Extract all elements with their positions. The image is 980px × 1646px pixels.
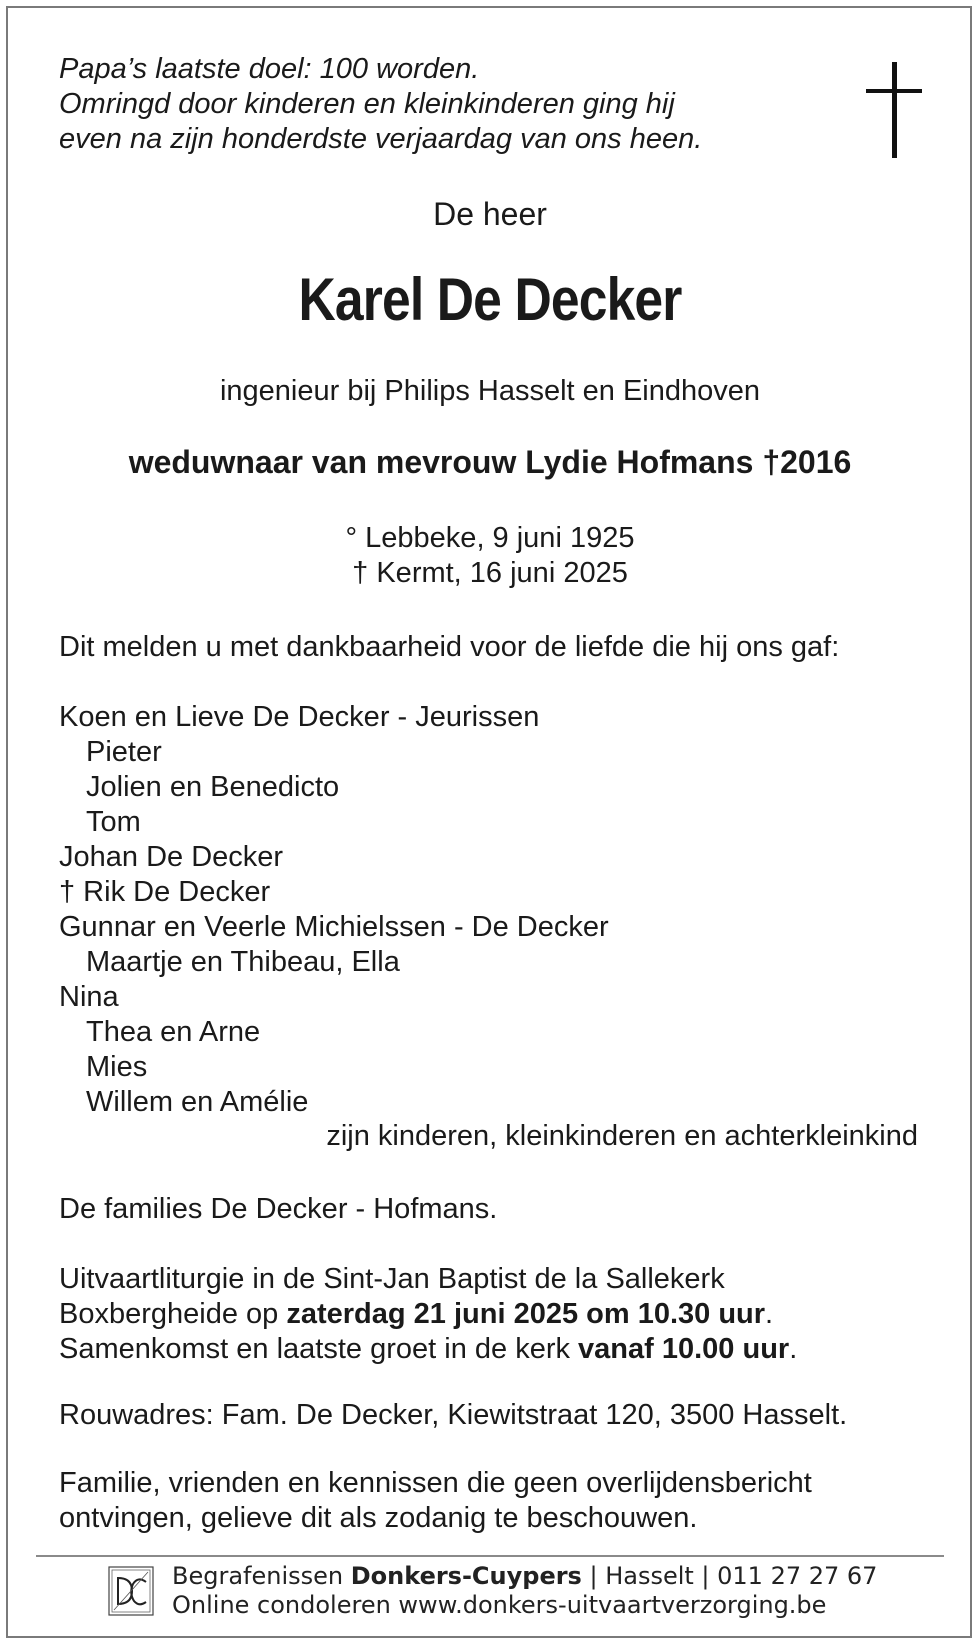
family-member: Koen en Lieve De Decker - Jeurissen	[59, 701, 540, 733]
family-member: Mies	[86, 1051, 148, 1083]
ceremony-text: .	[765, 1298, 774, 1330]
notice-line: ontvingen, gelieve dit als zodanig te beschouwen.	[59, 1502, 698, 1534]
family-closing: zijn kinderen, kleinkinderen en achterkleinkind	[326, 1120, 918, 1152]
intro-line: Dit melden u met dankbaarheid voor de liefde die hij ons gaf:	[59, 631, 840, 663]
ceremony-line-2	[59, 1297, 797, 1332]
family-member: Gunnar en Veerle Michielssen - De Decker	[59, 911, 609, 943]
family-member: Nina	[59, 981, 119, 1013]
ceremony-text: Boxbergheide op	[59, 1298, 287, 1330]
ceremony-line-3	[59, 1332, 797, 1367]
ceremony-text: Samenkomst en laatste groet in de kerk	[59, 1333, 579, 1365]
death-line: † Kermt, 16 juni 2025	[352, 557, 628, 589]
ceremony-text: .	[789, 1333, 798, 1365]
donkers-cuypers-monogram-icon	[108, 1566, 154, 1616]
funeral-home-footer	[172, 1562, 877, 1620]
footer-divider	[36, 1555, 944, 1557]
family-member: Tom	[86, 806, 141, 838]
family-member: Willem en Amélie	[86, 1086, 309, 1118]
family-member: Johan De Decker	[59, 841, 284, 873]
family-member: Pieter	[86, 736, 162, 768]
family-member: † Rik De Decker	[59, 876, 271, 908]
mourning-address: Rouwadres: Fam. De Decker, Kiewitstraat 120, 3500 Hasselt.	[59, 1399, 848, 1431]
occupation: ingenieur bij Philips Hasselt en Eindhoven	[219, 375, 761, 407]
widower-line: weduwnaar van mevrouw Lydie Hofmans †2016	[128, 444, 852, 480]
footer-contact: | Hasselt | 011 27 27 67	[581, 1562, 878, 1590]
footer-line-2: Online condoleren www.donkers-uitvaartverzorging.be	[172, 1591, 827, 1619]
quote-line: even na zijn honderdste verjaardag van ons heen.	[59, 123, 703, 155]
families-line: De families De Decker - Hofmans.	[59, 1193, 498, 1225]
opening-quote	[59, 52, 702, 157]
quote-line: Papa’s laatste doel: 100 worden.	[59, 53, 480, 85]
title-prefix: De heer	[433, 196, 547, 232]
footer-text: Begrafenissen	[172, 1562, 351, 1590]
family-member: Maartje en Thibeau, Ella	[86, 946, 400, 978]
family-list	[59, 700, 609, 1120]
gathering-time: vanaf 10.00 uur	[578, 1333, 790, 1365]
footer-line-1	[172, 1562, 877, 1591]
birth-line: ° Lebbeke, 9 juni 1925	[345, 522, 635, 554]
family-member: Jolien en Benedicto	[86, 771, 340, 803]
ceremony-info	[59, 1262, 797, 1367]
quote-line: Omringd door kinderen en kleinkinderen ging hij	[59, 88, 675, 120]
life-dates	[0, 521, 980, 591]
notice-line: Familie, vrienden en kennissen die geen overlijdensbericht	[59, 1467, 812, 1499]
family-member: Thea en Arne	[86, 1016, 261, 1048]
funeral-home-name: Donkers-Cuypers	[350, 1562, 582, 1590]
ceremony-date: zaterdag 21 juni 2025 om 10.30 uur	[286, 1298, 766, 1330]
ceremony-line-1: Uitvaartliturgie in de Sint-Jan Baptist de la Sallekerk	[59, 1263, 725, 1295]
notice-text	[59, 1466, 812, 1536]
latin-cross-icon	[866, 62, 922, 158]
deceased-name: Karel De Decker	[298, 266, 682, 333]
